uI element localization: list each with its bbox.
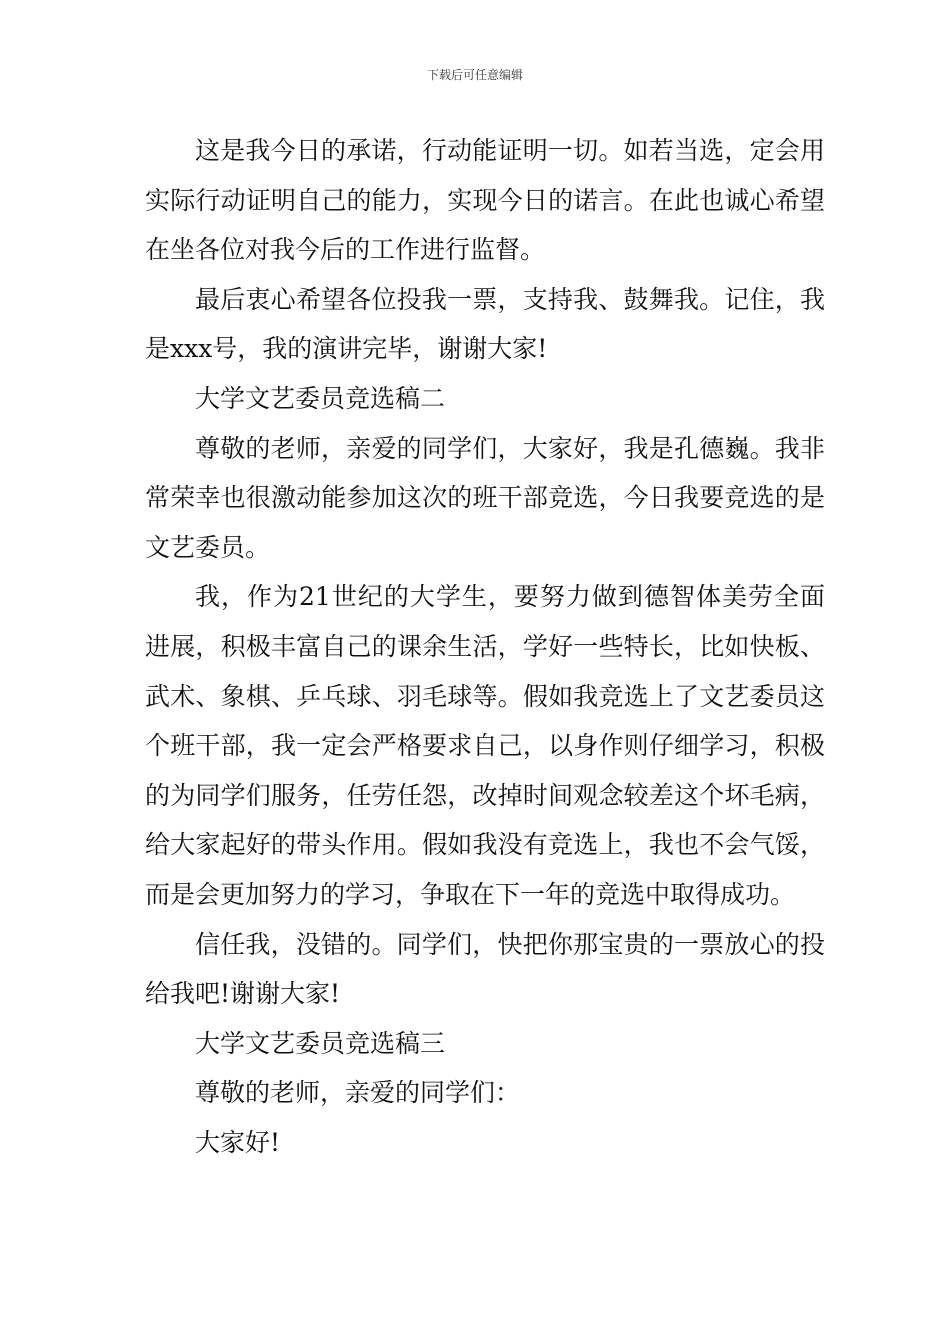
paragraph-closing: 最后衷心希望各位投我一票，支持我、鼓舞我。记住，我是xxx号，我的演讲完毕，谢谢大家! bbox=[145, 284, 825, 364]
paragraph-promise: 这是我今日的承诺，行动能证明一切。如若当选，定会用实际行动证明自己的能力，实现今日的诺言。在此也诚心希望在坐各位对我今后的工作进行监督。 bbox=[145, 136, 825, 265]
section-heading-2: 大学文艺委员竞选稿二 bbox=[195, 383, 446, 413]
greeting: 大家好! bbox=[195, 1127, 281, 1157]
document-body bbox=[145, 126, 825, 1167]
page-header: 下载后可任意编辑 bbox=[426, 68, 523, 82]
salutation: 尊敬的老师，亲爱的同学们： bbox=[195, 1078, 521, 1108]
paragraph-introduction: 尊敬的老师，亲爱的同学们，大家好，我是孔德巍。我非常荣幸也很激动能参加这次的班干部竞选，今日我要竞选的是文艺委员。 bbox=[145, 433, 825, 562]
section-heading-3: 大学文艺委员竞选稿三 bbox=[195, 1028, 446, 1058]
paragraph-plan: 我，作为21世纪的大学生，要努力做到德智体美劳全面进展，积极丰富自己的课余生活，学好一些特长，比如快板、武术、象棋、乒乓球、羽毛球等。假如我竞选上了文艺委员这个班干部，我一定会严格要求自己，以身作则仔细学习，积极的为同学们服务，任劳任怨，改掉时间观念较差这个坏毛病，给大家起好的带头作用。假如我没有竞选上，我也不会气馁，而是会更加努力的学习，争取在下一年的竞选中取得成功。 bbox=[145, 582, 825, 909]
paragraph-appeal: 信任我，没错的。同学们，快把你那宝贵的一票放心的投给我吧!谢谢大家! bbox=[145, 929, 825, 1009]
